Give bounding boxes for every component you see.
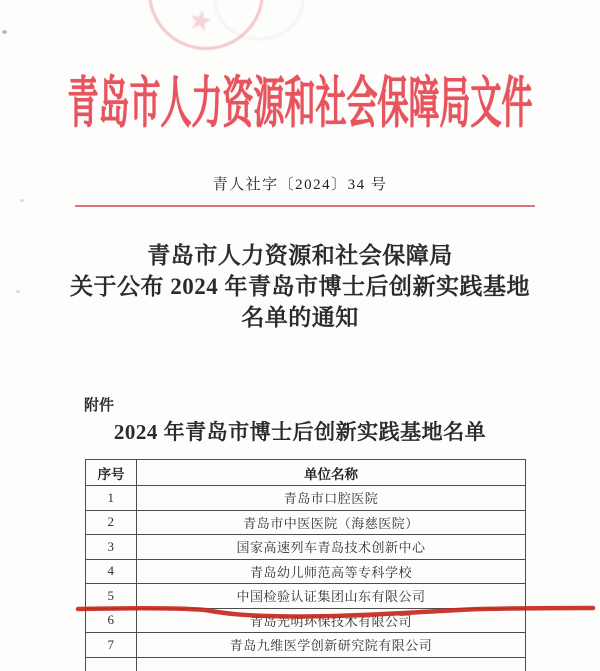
scan-artifact-speck (20, 199, 24, 202)
header-cell-no: 序号 (86, 460, 137, 486)
table-row (86, 559, 526, 584)
table-row-highlighted (86, 584, 526, 609)
row-name: 中国检验认证集团山东有限公司 (137, 584, 526, 609)
attachment-title: 2024 年青岛市博士后创新实践基地名单 (113, 420, 487, 444)
row-no: 6 (86, 608, 137, 633)
row-name: 青岛光明环保技术有限公司 (137, 608, 526, 633)
row-name: 青岛市中医医院（海慈医院） (137, 510, 526, 535)
scan-artifact-speck (2, 30, 7, 34)
row-no: 1 (86, 486, 137, 511)
table-row (86, 633, 526, 658)
seal-star-icon: ★ (184, 1, 217, 40)
row-no: 3 (86, 535, 137, 560)
row-no: 4 (86, 559, 137, 584)
notice-title-line3: 名单的通知 (241, 305, 359, 330)
document-number: 青人社字〔2024〕34 号 (212, 177, 388, 193)
row-name (137, 657, 526, 671)
notice-title-line1: 青岛市人力资源和社会保障局 (147, 243, 453, 268)
row-name: 青岛幼儿师范高等专科学校 (137, 559, 526, 584)
table-row (86, 510, 526, 535)
header-cell-name: 单位名称 (137, 460, 526, 486)
table-row (86, 535, 526, 560)
row-no: 2 (86, 510, 137, 535)
row-name: 国家高速列车青岛技术创新中心 (137, 535, 526, 560)
table-row (86, 486, 526, 511)
notice-title (0, 240, 600, 333)
letterhead-title: 青岛市人力资源和社会保障局文件 (67, 71, 533, 135)
row-no: 5 (86, 584, 137, 609)
notice-title-line2: 关于公布 2024 年青岛市博士后创新实践基地 (70, 274, 530, 299)
letterhead-separator-line (75, 205, 535, 207)
base-list-table (85, 459, 526, 671)
base-table-body (86, 486, 526, 658)
row-no (86, 657, 137, 671)
table-row-partial (86, 657, 526, 671)
base-table-partial (86, 657, 526, 671)
row-name: 青岛市口腔医院 (137, 486, 526, 511)
table-row (86, 608, 526, 633)
base-table-head (86, 460, 526, 486)
table-header-row (86, 460, 526, 486)
row-name: 青岛九维医学创新研究院有限公司 (137, 633, 526, 658)
attachment-label: 附件 (84, 398, 115, 414)
row-no: 7 (86, 633, 137, 658)
